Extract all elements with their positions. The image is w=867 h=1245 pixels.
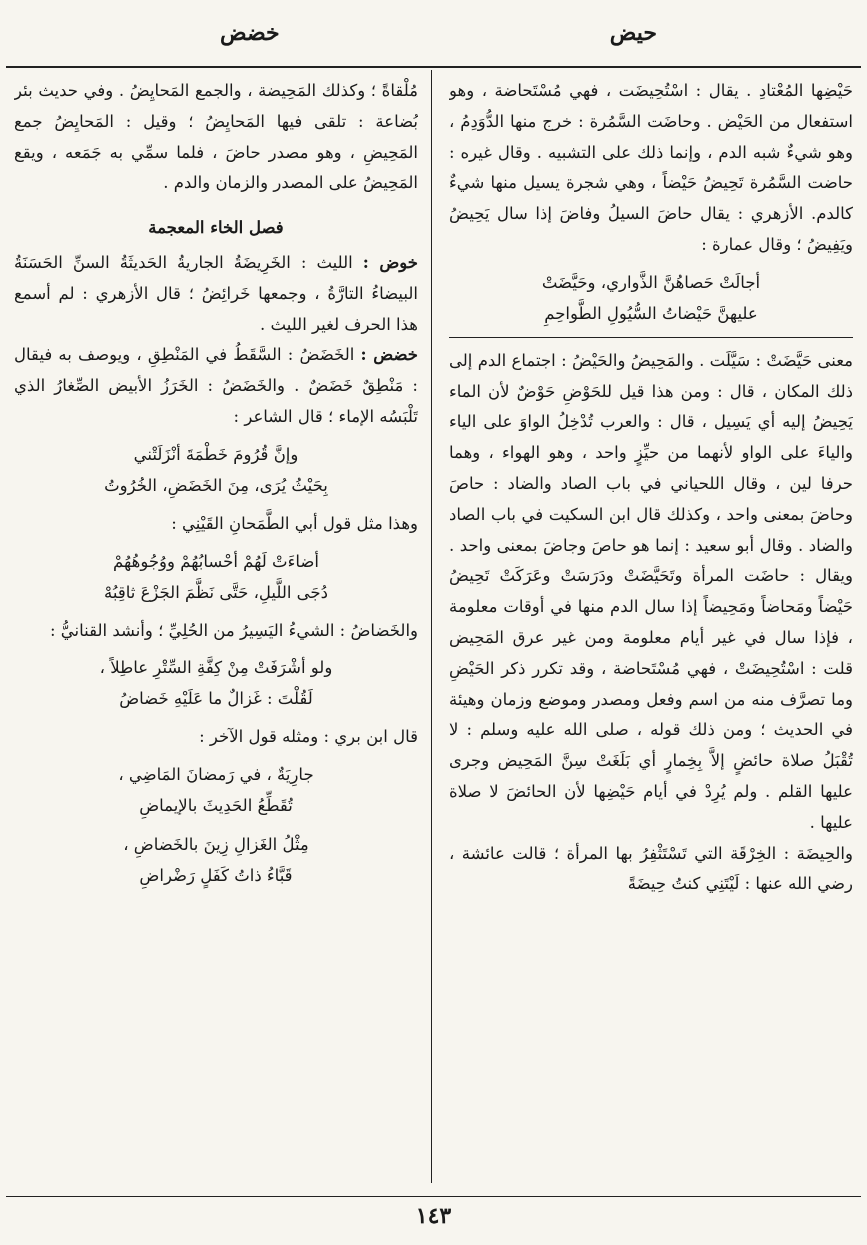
verse-line: لَقُلْتَ : غَزالٌ ما عَلَيْهِ خَضاضُ <box>119 689 313 709</box>
verse-line: وإنَّ قُرُومَ خَطْمَةَ أنْزَلَتْني <box>133 444 299 464</box>
header-rule <box>6 66 861 68</box>
footer-rule <box>6 1196 861 1197</box>
paragraph <box>14 616 418 647</box>
verse-line: أضاءَتْ لَهُمْ أحْسابُهُمْ ووُجُوهُهُمْ <box>113 551 319 571</box>
poetry-verse <box>14 759 418 821</box>
verse-line: تُقَطِّعُ الحَدِيثَ بالإيماضِ <box>139 796 293 816</box>
entry-text: قال ابن بري : ومثله قول الآخر : <box>199 727 418 747</box>
verse-line: ولو أشْرَفَتْ مِنْ كِفَّةِ السِّتْرِ عاطِلاً ، <box>99 658 333 678</box>
verse-line: أجالَتْ حَصاهُنَّ الذَّواري، وحَيَّضَتْ <box>541 272 761 292</box>
poetry-verse <box>14 439 418 501</box>
poetry-verse <box>14 652 418 714</box>
column-divider <box>431 70 432 1183</box>
poetry-verse <box>449 267 853 329</box>
verse-line: مِثْلُ الغَزالِ زِينَ بالخَضاضِ ، <box>123 835 309 855</box>
entry-text: مُلْقاةً ؛ وكذلك المَحِيضة ، والجمع المَحايِضُ . وفي حديث بئر بُضاعة : تلقى فيها المَحايِضُ ؛ وقيل : المَحايِضُ جمع المَحِيضِ ، وهو مصدر حاضَ ، فلما سمِّي به جَمَعه ، ويقع المَحِيضُ على المصدر والزمان والدم . <box>14 81 418 193</box>
paragraph <box>14 76 418 199</box>
paragraph <box>14 509 418 540</box>
section-heading: فصل الخاء المعجمة <box>148 218 284 238</box>
entry-text: الخَضَضُ : السَّقَطُ في المَنْطِقِ ، ويوصف به فيقال : مَنْطِقٌ خَضَضٌ . والخَضَضُ : الخَرَزُ الأبيض الصِّغارُ الذي تَلْبَسُه الإماء ؛ قال الشاعر : <box>14 345 418 426</box>
running-header-right: حيض <box>609 20 657 46</box>
entry-headword: خوض : <box>362 252 418 272</box>
entry-text: والحِيضَة : الخِرْقَة التي تَسْتَثْفِرُ بها المرأة ؛ قالت عائشة ، رضي الله عنها : لَيْتَنِي كنتُ حِيضَةً <box>449 843 853 894</box>
entry-text: والخَضاضُ : الشيءُ اليَسِيرُ من الحُلِيِّ ؛ وأنشد القنانيُّ : <box>49 620 418 640</box>
entry-text: الليث : الخَرِيضَةُ الجاريةُ الحَديثَةُ السنِّ الحَسَنَةُ البيضاءُ التارَّةُ ، وجمعها خَرائِضُ ؛ قال الأزهري : لم أسمع هذا الحرف لغير الليث . <box>14 252 418 334</box>
verse-line: قَبَّاءُ ذاتُ كَفَلٍ رَضْراضِ <box>139 866 293 886</box>
paragraph <box>449 346 853 839</box>
verse-line: جارِيَةٌ ، في رَمضانَ المَاضِي ، <box>118 765 314 785</box>
verse-line: عليهنَّ حَيْضاتُ السُّيُولِ الطَّواحِمِ <box>544 303 758 323</box>
entry-separator <box>449 337 853 338</box>
left-column <box>14 76 418 1189</box>
verse-line: بِحَيْثُ يُرَى، مِنَ الخَضَضِ، الخُرُوتُ <box>104 475 328 495</box>
entry-headword: خضض : <box>360 345 418 365</box>
paragraph <box>449 839 853 901</box>
right-column <box>449 76 853 1189</box>
poetry-verse <box>14 829 418 891</box>
verse-line: دُجَى اللَّيلِ، حَتَّى نَظَّمَ الجَزْعَ ثاقِبُهْ <box>104 582 328 602</box>
entry-text: وهذا مثل قول أبي الطَّمَحانِ القَيْنِي : <box>171 513 418 533</box>
paragraph <box>449 76 853 261</box>
entry-text: معنى حَيَّضَتْ : سَيَّلَت . والمَحِيضُ والحَيْضُ : اجتماع الدم إلى ذلك المكان ، قال : ومن هذا قيل للحَوْضِ حَوْضٌ لأن الماء يَحِيضُ إليه أي يَسِيل ، قال : والعرب تُدْخِلُ الواوَ على الياء والياءَ على الواو لأنهما من حيِّزٍ واحد ، وهو الهواء ، وهما حرفا لين ، وقال اللحياني في باب الصاد والضاد : حاصَ وحاضَ بمعنى واحد ، وكذلك قال ابن السكيت في باب الصاد والضاد . وقال أبو سعيد : إنما هو حاصَ وجاضَ بمعنى واحد . ويقال : حاضَت المرأة وتَحَيَّضَتْ ودَرَسَتْ وعَرَكَتْ تَحِيضُ حَيْضاً ومَحاضاً ومَحِيضاً إذا سال الدم منها في أوقات معلومة ، فإذا سال في غير أيام معلومة ومن غير عرق المَحِيض قلت : اسْتُحِيضَتْ ، فهي مُسْتَحاضة ، وقد تكرر ذكر الحَيْضِ وما تصرَّف منه من اسم وفعل ومصدر وموضع وزمان وهيئة في الحديث ؛ ومن ذلك قوله ، صلى الله عليه وسلم : لا تُقْبَلُ صلاة حائضٍ إلاَّ بِخِمارٍ أي بَلَغَتْ سِنَّ المَحِيض وجرى عليها القلم . ولم يُرِدْ في أيام حَيْضِها لأن الحائضَ لا صلاة عليها . <box>449 350 853 832</box>
dictionary-entry <box>14 248 418 340</box>
poetry-verse <box>14 546 418 608</box>
running-header-left: خضض <box>220 20 280 46</box>
dictionary-entry <box>14 340 418 432</box>
paragraph <box>14 722 418 753</box>
entry-text: حَيْضِها المُعْتادِ . يقال : اسْتُحِيضَت ، فهي مُسْتَحاضة ، وهو استفعال من الحَيْض . وحاضَت السَّمُرة : خرج منها الدُّوَدِمُ ، وهو شيءٌ شبه الدم ، وإنما ذلك على التشبيه . وقال غيره : حاضت السَّمُرة تَحِيضُ حَيْضاً ، وهي شجرة يسيل منها شيءٌ كالدم. الأزهري : يقال حاضَ السيلُ وفاضَ إذا سال يَحِيضُ ويَفِيضُ ؛ وقال عمارة : <box>449 81 853 254</box>
page-number: ١٤٣ <box>415 1203 452 1229</box>
